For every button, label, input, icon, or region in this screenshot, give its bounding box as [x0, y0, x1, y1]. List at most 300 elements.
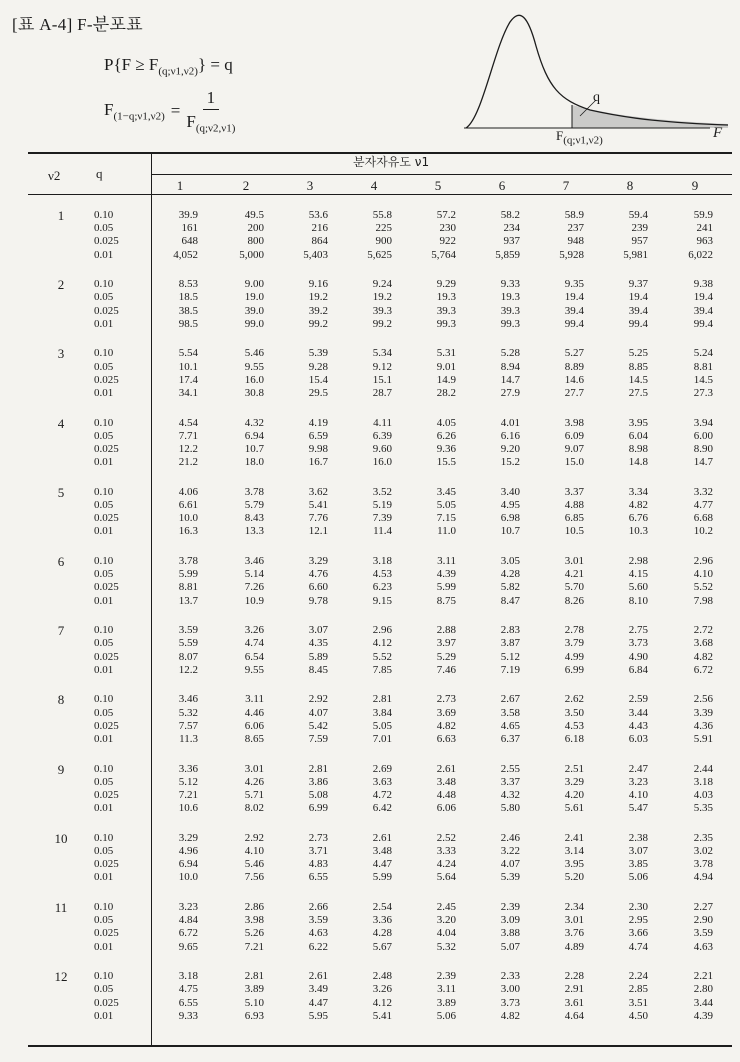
formula-numerator: 1 [203, 88, 220, 110]
table-cell: 5.89 [308, 650, 328, 663]
table-cell: 3.00 [500, 983, 520, 996]
table-cell: 3.48 [372, 845, 392, 857]
formula-line1-sub: (q;ν1,ν2) [158, 65, 198, 78]
table-cell: 7.71 [178, 429, 198, 442]
table-cell: 5,625 [367, 248, 392, 261]
table-cell: 3.02 [693, 845, 713, 857]
column-header-5: 5 [434, 178, 442, 193]
formula-line1-start: P{F ≥ F [104, 55, 159, 74]
table-cell: 19.4 [628, 291, 648, 304]
table-cell: 5,859 [495, 248, 520, 261]
formula-den-f: F [186, 112, 196, 131]
table-cell: 4.05 [436, 416, 456, 429]
table-cell: 6.93 [244, 1009, 264, 1022]
table-cell: 14.7 [693, 456, 713, 469]
table-cell: 2.80 [693, 983, 713, 996]
table-cell: 3.14 [564, 845, 584, 857]
table-cell: 3.78 [244, 485, 264, 498]
table-cell: 3.37 [564, 485, 584, 498]
table-cell: 7.26 [244, 581, 264, 594]
table-cell: 5.12 [500, 650, 520, 663]
table-cell: 4.32 [244, 416, 264, 429]
table-cell: 3.63 [372, 775, 392, 788]
table-cell: 29.5 [308, 387, 328, 399]
table-cell: 3.23 [178, 901, 198, 913]
table-cell: 6.00 [693, 429, 713, 442]
table-cell: 3.26 [372, 983, 392, 996]
table-cell: 10.0 [178, 512, 198, 525]
table-cell: 7.21 [244, 940, 264, 953]
table-cell: 5.70 [564, 581, 584, 594]
q-area-label: q [593, 90, 600, 105]
table-cell: 4.47 [372, 858, 392, 871]
table-cell: 9.33 [500, 278, 520, 291]
table-cell: 4.64 [564, 1009, 584, 1022]
table-cell: 2.56 [693, 693, 713, 706]
table-cell: 49.5 [244, 209, 264, 221]
q-value: 0.05 [94, 914, 114, 927]
table-cell: 2.54 [372, 901, 392, 913]
table-cell: 3.59 [693, 927, 713, 940]
q-value: 0.05 [94, 706, 114, 719]
table-cell: 27.3 [693, 387, 713, 399]
table-cell: 7.59 [308, 733, 328, 745]
table-cell: 7.15 [436, 512, 456, 525]
table-cell: 14.7 [500, 373, 520, 386]
table-cell: 3.89 [244, 983, 264, 996]
q-value: 0.025 [94, 858, 119, 871]
table-cell: 9.24 [372, 278, 392, 291]
table-cell: 8.10 [628, 594, 648, 607]
table-cell: 19.2 [308, 291, 328, 304]
table-cell: 2.98 [628, 555, 648, 567]
table-cell: 39.4 [628, 304, 648, 317]
table-cell: 4.10 [693, 568, 713, 581]
table-cell: 11.4 [373, 525, 392, 538]
table-cell: 5,000 [239, 248, 264, 261]
table-cell: 2.92 [244, 831, 264, 844]
reciprocal-formula [104, 88, 235, 134]
formula-equals: = [170, 101, 181, 121]
table-cell: 3.36 [178, 762, 198, 775]
critical-sub: (q;ν1,ν2) [563, 134, 603, 147]
table-cell: 10.1 [178, 360, 198, 373]
table-cell: 5.91 [693, 733, 713, 745]
table-cell: 161 [181, 222, 198, 235]
table-cell: 99.0 [244, 317, 264, 330]
table-cell: 4.03 [693, 789, 713, 801]
q-value: 0.01 [94, 456, 114, 469]
table-cell: 5.42 [308, 719, 328, 732]
table-cell: 8.81 [693, 360, 713, 373]
table-cell: 3.84 [372, 706, 392, 719]
q-value: 0.01 [94, 663, 114, 676]
table-cell: 3.61 [564, 996, 584, 1009]
table-cell: 4.72 [372, 789, 392, 801]
table-cell: 3.89 [436, 996, 456, 1009]
table-cell: 5.64 [436, 871, 456, 884]
table-cell: 18.5 [178, 291, 198, 304]
table-cell: 5.29 [436, 650, 456, 663]
v2-header: ν2 [48, 168, 61, 183]
table-cell: 7.21 [178, 789, 198, 801]
table-cell: 55.8 [372, 209, 392, 221]
table-cell: 6.61 [178, 499, 198, 511]
q-value: 0.025 [94, 650, 119, 663]
table-cell: 2.24 [628, 970, 648, 983]
table-cell: 2.81 [372, 693, 392, 706]
table-cell: 6.22 [308, 940, 328, 953]
table-cell: 3.18 [372, 555, 392, 567]
table-cell: 14.8 [628, 456, 648, 469]
table-cell: 6.42 [372, 802, 392, 815]
column-header-6: 6 [498, 178, 506, 193]
table-cell: 241 [696, 222, 713, 235]
table-cell: 2.73 [308, 831, 328, 844]
critical-f: F [556, 128, 564, 143]
table-cell: 8.81 [178, 581, 198, 594]
f-axis-label: F [713, 125, 723, 141]
table-cell: 8.75 [436, 594, 456, 607]
table-cell: 4.74 [244, 637, 264, 650]
table-cell: 2.88 [436, 624, 456, 637]
table-cell: 5.08 [308, 789, 328, 801]
table-cell: 8.65 [244, 733, 264, 745]
table-cell: 7.01 [372, 733, 392, 745]
table-cell: 4.95 [500, 499, 520, 511]
q-value: 0.10 [94, 831, 114, 844]
table-cell: 9.36 [436, 443, 456, 455]
table-cell: 8.98 [628, 443, 648, 455]
table-cell: 59.9 [693, 209, 713, 221]
table-cell: 2.38 [628, 831, 648, 844]
q-value: 0.01 [94, 317, 114, 330]
table-cell: 2.95 [628, 914, 648, 927]
table-cell: 3.48 [436, 775, 456, 788]
table-cell: 2.85 [628, 983, 648, 996]
table-cell: 4.94 [693, 871, 713, 884]
table-cell: 2.81 [308, 762, 328, 775]
table-cell: 4.82 [693, 650, 713, 663]
q-value: 0.10 [94, 624, 114, 637]
formula-lhs-f: F [104, 100, 114, 119]
table-cell: 5.71 [244, 789, 264, 801]
table-cell: 3.58 [500, 706, 520, 719]
table-cell: 4.54 [178, 416, 198, 429]
q-value: 0.025 [94, 719, 119, 732]
table-cell: 4.82 [628, 499, 648, 511]
q-value: 0.01 [94, 871, 114, 884]
table-cell: 5.39 [308, 347, 328, 360]
table-cell: 4.99 [564, 650, 584, 663]
table-cell: 4.83 [308, 858, 328, 871]
table-cell: 6.59 [308, 429, 328, 442]
table-cell: 7.57 [178, 719, 198, 732]
table-cell: 28.2 [436, 387, 456, 399]
table-cell: 3.44 [693, 996, 713, 1009]
column-header-9: 9 [691, 178, 699, 193]
q-value: 0.05 [94, 291, 114, 304]
table-cell: 4.26 [244, 775, 264, 788]
table-cell: 13.3 [244, 525, 264, 538]
table-cell: 864 [311, 235, 328, 248]
table-cell: 5,981 [623, 248, 648, 261]
table-cell: 2.86 [244, 901, 264, 913]
table-cell: 9.35 [564, 278, 584, 291]
page-title: [표 A-4] F-분포표 [12, 15, 143, 34]
table-cell: 3.94 [693, 416, 713, 429]
q-value: 0.025 [94, 304, 119, 317]
table-cell: 39.3 [436, 304, 456, 317]
table-cell: 5,764 [431, 248, 456, 261]
table-cell: 4.77 [693, 499, 713, 511]
table-cell: 7.46 [436, 663, 456, 676]
table-cell: 39.4 [693, 304, 713, 317]
group-header-rule [152, 174, 732, 175]
table-cell: 14.5 [628, 373, 648, 386]
table-cell: 99.4 [693, 317, 713, 330]
table-cell: 3.79 [564, 637, 584, 650]
table-cell: 3.59 [308, 914, 328, 927]
table-cell: 15.5 [436, 456, 456, 469]
q-value: 0.05 [94, 429, 114, 442]
table-cell: 9.37 [628, 278, 648, 291]
table-cell: 5.10 [244, 996, 264, 1009]
q-value: 0.10 [94, 347, 114, 360]
table-cell: 648 [181, 235, 198, 248]
table-cell: 9.00 [244, 278, 264, 291]
table-cell: 4.76 [308, 568, 328, 581]
column-header-7: 7 [562, 178, 570, 193]
table-cell: 3.29 [564, 775, 584, 788]
table-cell: 4.89 [564, 940, 584, 953]
table-cell: 3.07 [628, 845, 648, 857]
table-cell: 2.30 [628, 901, 648, 913]
table-cell: 9.55 [244, 663, 264, 676]
table-cell: 8.53 [178, 278, 198, 291]
table-cell: 3.22 [500, 845, 520, 857]
table-cell: 5.99 [436, 581, 456, 594]
table-cell: 957 [631, 235, 648, 248]
table-cell: 3.05 [500, 555, 520, 567]
column-header-8: 8 [626, 178, 634, 193]
table-cell: 3.45 [436, 485, 456, 498]
table-cell: 2.61 [308, 970, 328, 983]
q-value: 0.01 [94, 248, 114, 261]
table-cell: 237 [567, 222, 584, 235]
table-cell: 5.99 [178, 568, 198, 581]
table-cell: 9.78 [308, 594, 328, 607]
table-cell: 4.12 [372, 637, 392, 650]
table-cell: 9.07 [564, 443, 584, 455]
q-value: 0.05 [94, 360, 114, 373]
formula-fraction [186, 88, 235, 134]
table-cell: 5.46 [244, 347, 264, 360]
table-cell: 2.48 [372, 970, 392, 983]
table-cell: 3.88 [500, 927, 520, 940]
table-cell: 5,403 [303, 248, 328, 261]
table-cell: 4.35 [308, 637, 328, 650]
table-cell: 3.07 [308, 624, 328, 637]
table-cell: 4.20 [564, 789, 584, 801]
q-value: 0.10 [94, 416, 114, 429]
table-cell: 12.2 [178, 663, 198, 676]
table-cell: 2.92 [308, 693, 328, 706]
table-cell: 5.47 [628, 802, 648, 815]
table-cell: 216 [311, 222, 328, 235]
v2-label: 7 [57, 623, 65, 639]
table-cell: 3.44 [628, 706, 648, 719]
table-cell: 9.65 [178, 940, 198, 953]
q-value: 0.05 [94, 637, 114, 650]
table-cell: 4.75 [178, 983, 198, 996]
table-cell: 6.68 [693, 512, 713, 525]
table-cell: 2.45 [436, 901, 456, 913]
v2-label: 10 [54, 830, 68, 846]
table-cell: 9.29 [436, 278, 456, 291]
table-cell: 15.1 [372, 373, 392, 386]
table-cell: 4.46 [244, 706, 264, 719]
table-cell: 10.6 [178, 802, 198, 815]
table-cell: 6.16 [500, 429, 520, 442]
table-cell: 3.11 [437, 983, 456, 996]
table-cell: 5.41 [308, 499, 328, 511]
table-cell: 2.21 [693, 970, 713, 983]
table-cell: 3.32 [693, 485, 713, 498]
table-cell: 3.73 [500, 996, 520, 1009]
table-cell: 4.53 [564, 719, 584, 732]
table-cell: 2.69 [372, 762, 392, 775]
table-cell: 99.4 [628, 317, 648, 330]
q-value: 0.10 [94, 762, 114, 775]
table-cell: 10.2 [693, 525, 713, 538]
table-cell: 12.1 [308, 525, 328, 538]
table-cell: 6.99 [564, 663, 584, 676]
table-cell: 3.34 [628, 485, 648, 498]
f-distribution-table [28, 152, 732, 1048]
table-cell: 9.12 [372, 360, 392, 373]
table-cell: 19.3 [500, 291, 520, 304]
q-value: 0.10 [94, 555, 114, 567]
table-cell: 3.73 [628, 637, 648, 650]
table-cell: 9.01 [436, 360, 456, 373]
table-cell: 5.26 [244, 927, 264, 940]
table-cell: 21.2 [178, 456, 198, 469]
formula-line1-end: } = q [197, 55, 233, 74]
table-cell: 5.39 [500, 871, 520, 884]
table-cell: 2.62 [564, 693, 584, 706]
table-cell: 4,052 [173, 248, 198, 261]
v2-label: 6 [57, 554, 65, 569]
table-cell: 3.26 [244, 624, 264, 637]
table-cell: 5.32 [178, 706, 198, 719]
table-cell: 4.96 [178, 845, 198, 857]
table-cell: 5.82 [500, 581, 520, 594]
table-cell: 4.06 [178, 485, 198, 498]
table-cell: 2.96 [693, 555, 713, 567]
table-cell: 4.28 [500, 568, 520, 581]
table-cell: 9.98 [308, 443, 328, 455]
table-cell: 6.03 [628, 733, 648, 745]
table-cell: 99.2 [372, 317, 392, 330]
column-header-2: 2 [242, 178, 250, 193]
table-cell: 2.78 [564, 624, 584, 637]
table-cell: 3.52 [372, 485, 392, 498]
formula-denominator [186, 110, 235, 134]
table-cell: 15.2 [500, 456, 520, 469]
table-cell: 3.01 [244, 762, 264, 775]
table-cell: 4.15 [628, 568, 648, 581]
table-cell: 8.90 [693, 443, 713, 455]
table-cell: 5.31 [436, 347, 456, 360]
q-value: 0.05 [94, 499, 114, 511]
v2-label: 1 [57, 208, 65, 223]
table-cell: 58.2 [500, 209, 520, 221]
table-cell: 4.01 [500, 416, 520, 429]
table-cell: 8.43 [244, 512, 264, 525]
table-cell: 6.18 [564, 733, 584, 745]
table-cell: 4.84 [178, 914, 198, 927]
table-cell: 2.34 [564, 901, 584, 913]
table-cell: 2.46 [500, 831, 520, 844]
table-cell: 3.46 [178, 693, 198, 706]
table-cell: 53.6 [308, 209, 328, 221]
table-cell: 4.63 [308, 927, 328, 940]
v2-label: 12 [54, 969, 68, 985]
table-cell: 3.36 [372, 914, 392, 927]
table-cell: 6.94 [178, 858, 198, 871]
table-cell: 4.07 [308, 706, 328, 719]
table-cell: 5.12 [178, 775, 198, 788]
table-cell: 4.32 [500, 789, 520, 801]
table-cell: 3.69 [436, 706, 456, 719]
table-cell: 6.09 [564, 429, 584, 442]
table-cell: 58.9 [564, 209, 584, 221]
table-cell: 5,928 [559, 248, 584, 261]
table-cell: 5.35 [693, 802, 713, 815]
table-cell: 4.50 [628, 1009, 648, 1022]
table-cell: 10.7 [500, 525, 520, 538]
table-cell: 5.60 [628, 581, 648, 594]
table-cell: 3.18 [178, 970, 198, 983]
q-value: 0.01 [94, 525, 114, 538]
table-cell: 7.85 [372, 663, 392, 676]
probability-formula [104, 55, 233, 77]
table-cell: 7.39 [372, 512, 392, 525]
table-cell: 2.75 [628, 624, 648, 637]
formula-lhs [104, 100, 165, 122]
table-cell: 4.04 [436, 927, 456, 940]
table-cell: 8.26 [564, 594, 584, 607]
column-header-4: 4 [370, 178, 378, 193]
table-cell: 3.85 [628, 858, 648, 871]
q-value: 0.05 [94, 222, 114, 235]
table-cell: 39.4 [564, 304, 584, 317]
q-value: 0.025 [94, 581, 119, 594]
table-cell: 18.0 [244, 456, 264, 469]
table-cell: 3.01 [564, 914, 584, 927]
table-cell: 2.35 [693, 831, 713, 844]
table-cell: 10.0 [178, 871, 198, 884]
table-cell: 4.39 [436, 568, 456, 581]
table-cell: 937 [503, 235, 520, 248]
table-cell: 2.41 [564, 831, 584, 844]
table-cell: 3.95 [628, 416, 648, 429]
table-cell: 2.51 [564, 762, 584, 775]
table-cell: 16.3 [178, 525, 198, 538]
table-cell: 5.32 [436, 940, 456, 953]
q-value: 0.10 [94, 278, 114, 291]
